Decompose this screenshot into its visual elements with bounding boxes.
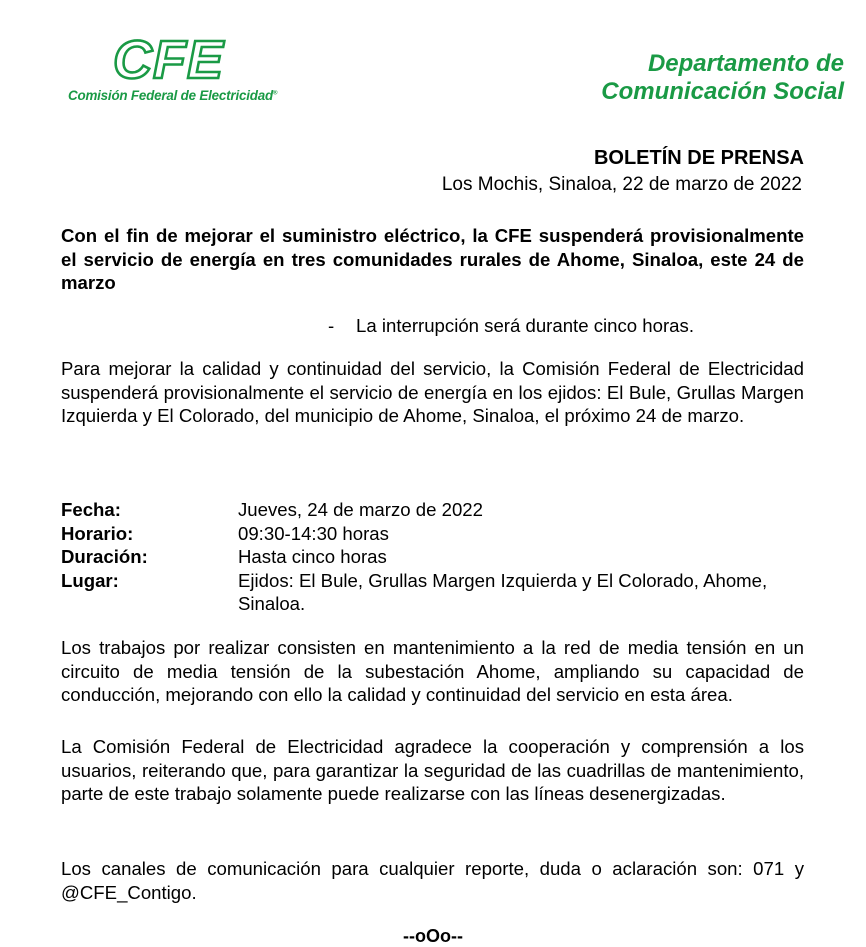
intro-paragraph: Para mejorar la calidad y continuidad del servicio, la Comisión Federal de Electricidad suspenderá provisionalmente el servicio de energía en los ejidos: El Bule, Grullas Margen Izquierda y El Colorado, del municipio de Ahome, Sinaloa, el próximo 24 de marzo. — [61, 358, 804, 426]
department-name — [601, 50, 844, 106]
detail-label: Horario: — [61, 522, 134, 544]
detail-value: Jueves, 24 de marzo de 2022 — [238, 499, 483, 520]
detail-value: Hasta cinco horas — [238, 546, 387, 567]
detail-row-duration — [61, 545, 821, 569]
contact-paragraph: Los canales de comunicación para cualquier reporte, duda o aclaración son: 071 y @CFE_Contigo. — [61, 858, 804, 903]
detail-label: Fecha: — [61, 499, 121, 520]
bullet-text: La interrupción será durante cinco horas. — [356, 315, 694, 336]
bulletin-title: BOLETÍN DE PRENSA — [593, 147, 804, 169]
detail-row-place — [61, 569, 821, 616]
cfe-logo — [68, 30, 278, 110]
detail-label: Lugar: — [61, 569, 119, 591]
detail-row-time — [61, 522, 821, 546]
bullet-point — [328, 315, 694, 337]
logo-mark: CFE — [113, 30, 224, 90]
thanks-paragraph: La Comisión Federal de Electricidad agradece la cooperación y comprensión a los usuarios, reiterando que, para garantizar la seguridad de las cuadrillas de mantenimiento, parte de este trabajo solamente puede realizarse con las líneas desenergizadas. — [61, 736, 804, 804]
ending-mark: --oOo-- — [403, 926, 463, 946]
place-date: Los Mochis, Sinaloa, 22 de marzo de 2022 — [441, 174, 802, 195]
headline: Con el fin de mejorar el suministro eléctrico, la CFE suspenderá provisionalmente el servicio de energía en tres comunidades rurales de Ahome, Sinaloa, este 24 de marzo — [61, 225, 804, 293]
detail-value: 09:30-14:30 horas — [238, 522, 389, 544]
detail-row-date — [61, 498, 821, 522]
detail-value: Ejidos: El Bule, Grullas Margen Izquierda y El Colorado, Ahome, Sinaloa. — [238, 569, 768, 614]
works-paragraph: Los trabajos por realizar consisten en mantenimiento a la red de media tensión en un circuito de media tensión de la subestación Ahome, ampliando su capacidad de conducción, mejorando con ello la calidad y continuidad del servicio en esta área. — [61, 637, 804, 705]
logo-subtitle: Comisión Federal de Electricidad® — [68, 88, 278, 103]
detail-label: Duración: — [61, 546, 148, 567]
department-line-1: Departamento de — [647, 50, 844, 77]
bullet-marker: - — [328, 315, 335, 336]
details-table — [61, 498, 821, 616]
department-line-2: Comunicación Social — [601, 78, 844, 105]
